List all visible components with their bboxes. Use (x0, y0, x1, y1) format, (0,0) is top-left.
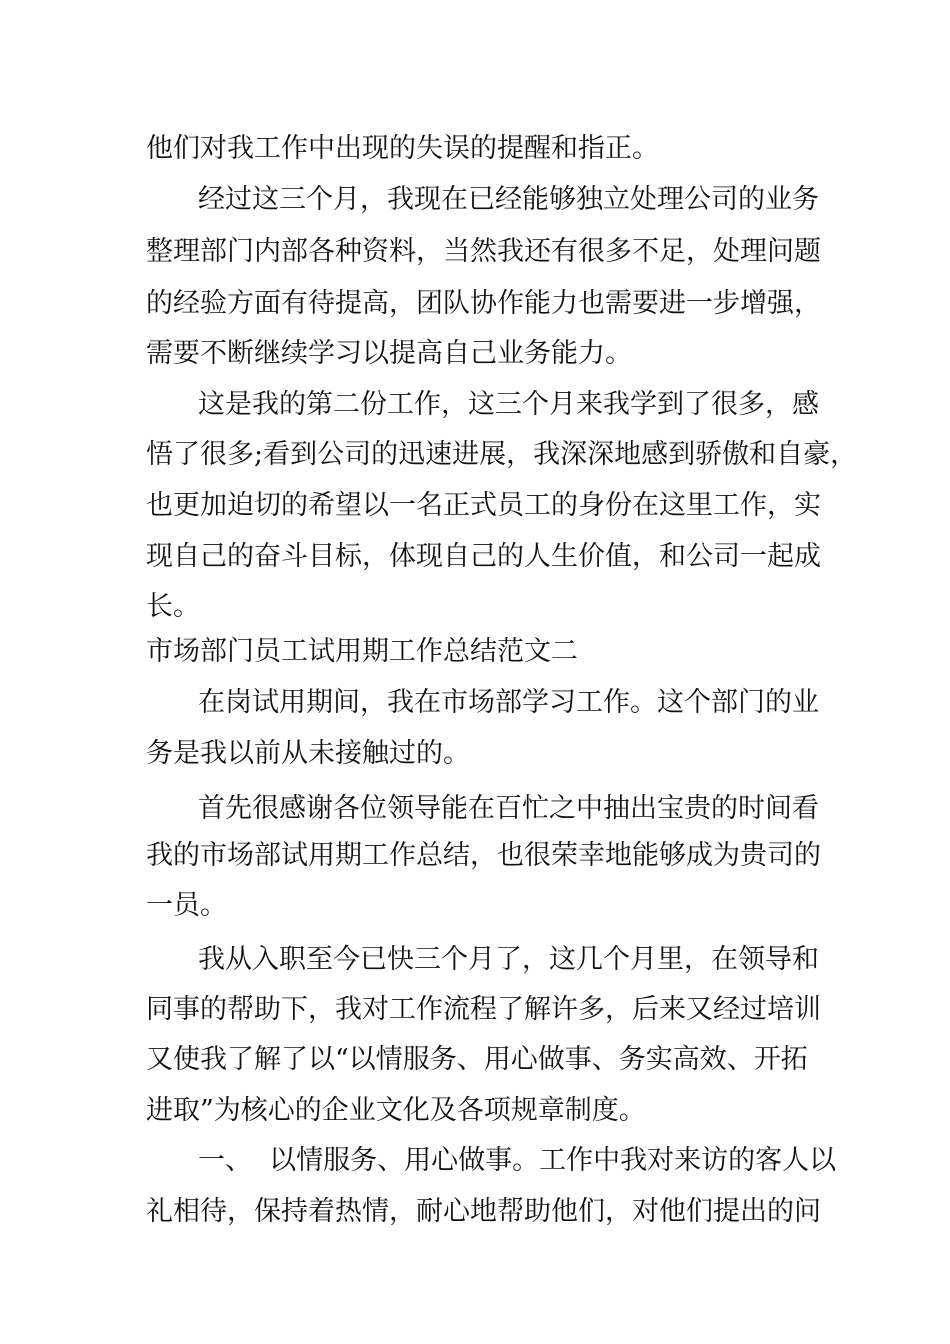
paragraph-line-9: 现自己的奋斗目标，体现自己的人生价值，和公司一起成 (146, 541, 821, 572)
paragraph-line-15: 我的市场部试用期工作总结，也很荣幸地能够成为贵司的 (146, 840, 821, 871)
paragraph-line-17: 我从入职至今已快三个月了，这几个月里，在领导和 (198, 944, 819, 975)
paragraph-line-1: 他们对我工作中出现的失误的提醒和指正。 (146, 133, 659, 164)
paragraph-line-12: 在岗试用期间，我在市场部学习工作。这个部门的业 (198, 687, 819, 718)
paragraph-line-10: 长。 (146, 591, 200, 622)
paragraph-line-20: 进取”为核心的企业文化及各项规章制度。 (146, 1095, 646, 1126)
paragraph-line-2: 经过这三个月，我现在已经能够独立处理公司的业务 (198, 184, 819, 215)
paragraph-line-8: 也更加迫切的希望以一名正式员工的身份在这里工作，实 (146, 490, 821, 521)
paragraph-line-4: 的经验方面有待提高，团队协作能力也需要进一步增强， (146, 288, 821, 319)
paragraph-line-16: 一员。 (146, 890, 227, 921)
paragraph-line-19: 又使我了解了以“以情服务、用心做事、务实高效、开拓 (146, 1044, 808, 1075)
paragraph-line-5: 需要不断继续学习以提高自己业务能力。 (146, 338, 632, 369)
paragraph-line-14: 首先很感谢各位领导能在百忙之中抽出宝贵的时间看 (198, 793, 819, 824)
paragraph-line-13: 务是我以前从未接触过的。 (146, 738, 470, 769)
paragraph-line-22: 礼相待，保持着热情，耐心地帮助他们，对他们提出的问 (146, 1196, 821, 1227)
paragraph-line-18: 同事的帮助下，我对工作流程了解许多，后来又经过培训 (146, 994, 821, 1025)
paragraph-line-21: 一、 以情服务、用心做事。工作中我对来访的客人以 (198, 1145, 837, 1176)
paragraph-line-3: 整理部门内部各种资料，当然我还有很多不足，处理问题 (146, 236, 821, 267)
section-heading: 市场部门员工试用期工作总结范文二 (146, 636, 578, 667)
paragraph-line-6: 这是我的第二份工作，这三个月来我学到了很多，感 (198, 389, 819, 420)
paragraph-line-7: 悟了很多;看到公司的迅速进展，我深深地感到骄傲和自豪， (146, 439, 858, 470)
